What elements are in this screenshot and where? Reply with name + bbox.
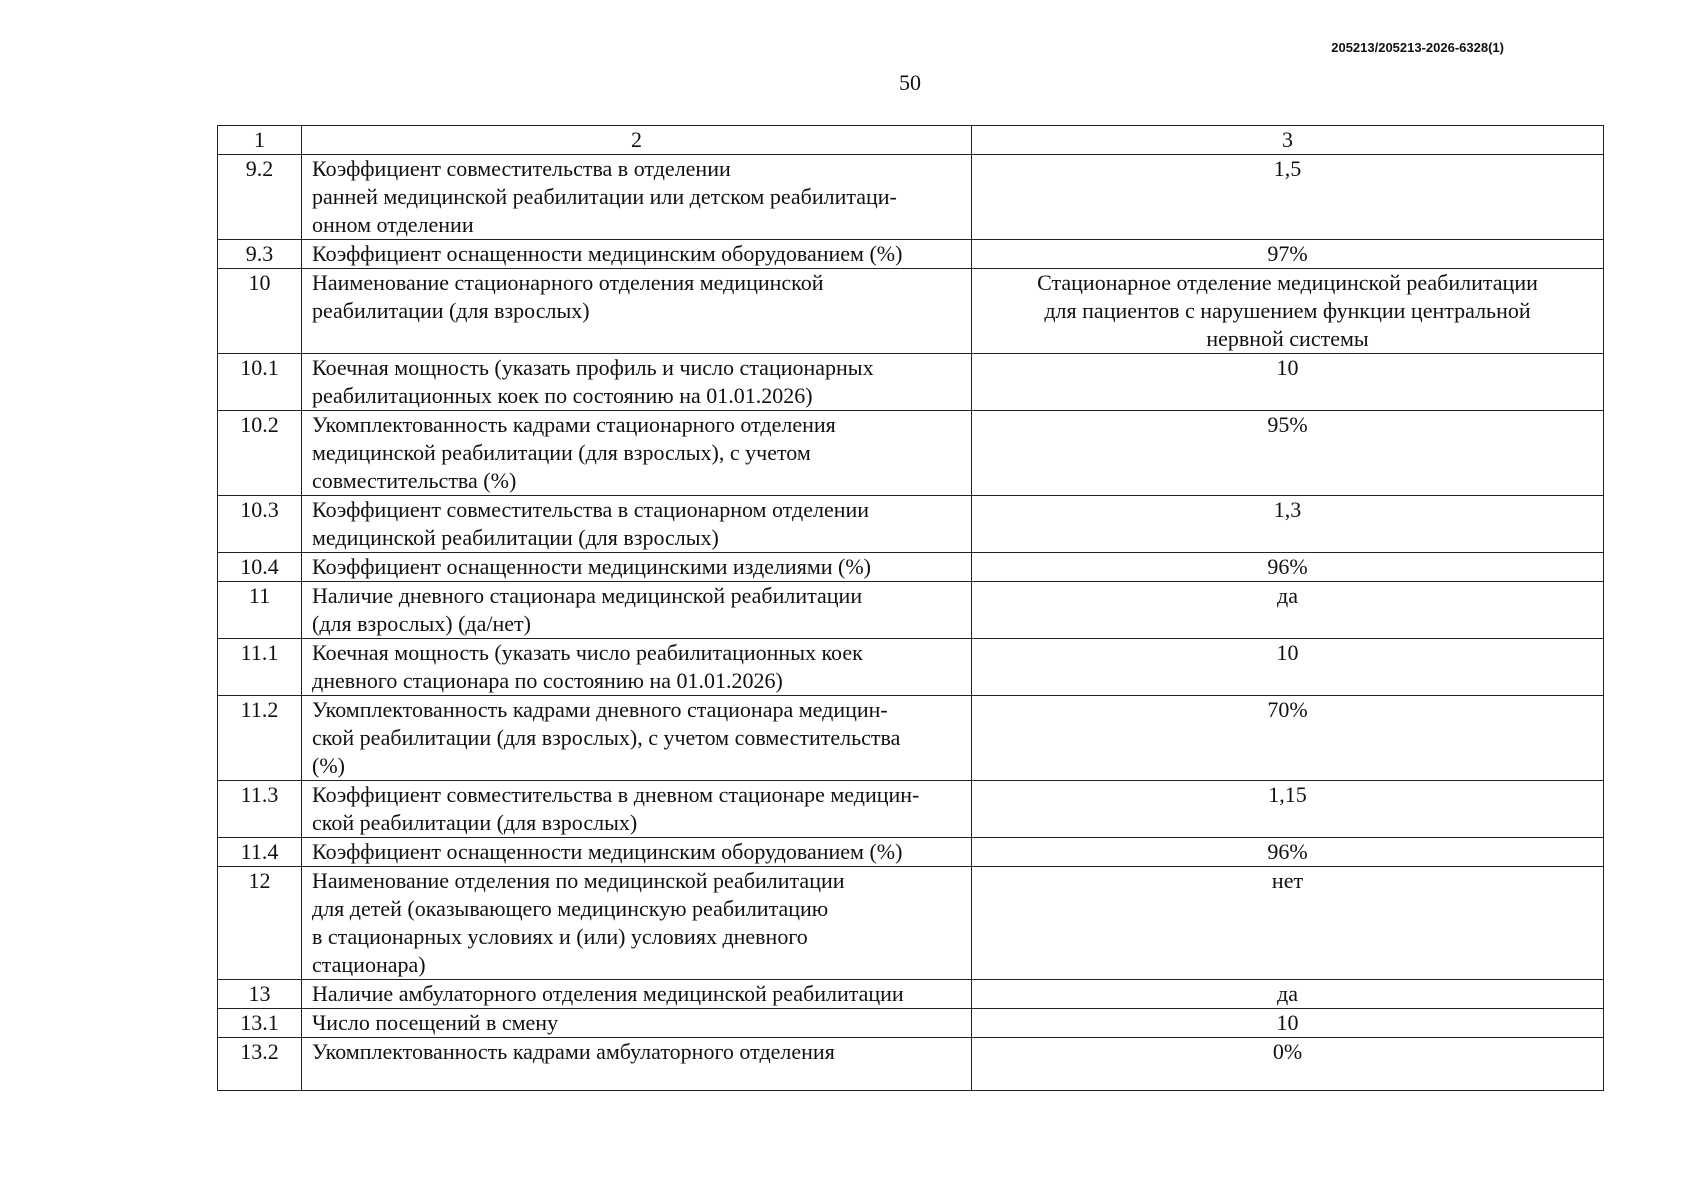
row-label: Коэффициент оснащенности медицинским оборудованием (%) [302,240,972,269]
row-label: Число посещений в смену [302,1009,972,1038]
row-number: 11.4 [218,838,302,867]
row-value: 10 [972,1009,1604,1038]
row-value: да [972,582,1604,639]
row-label: Коэффициент оснащенности медицинскими изделиями (%) [302,553,972,582]
row-number: 13.1 [218,1009,302,1038]
row-label: Наличие дневного стационара медицинской реабилитации (для взрослых) (да/нет) [302,582,972,639]
row-number: 9.2 [218,155,302,240]
row-label: Укомплектованность кадрами стационарного отделения медицинской реабилитации (для взрослых), с учетом совместительства (%) [302,411,972,496]
row-number: 10 [218,269,302,354]
row-value: 1,15 [972,781,1604,838]
row-value: 96% [972,553,1604,582]
table-row [218,582,1604,639]
row-value: Стационарное отделение медицинской реабилитации для пациентов с нарушением функции центральной нервной системы [972,269,1604,354]
row-value: 0% [972,1038,1604,1091]
row-number: 11 [218,582,302,639]
table-row [218,354,1604,411]
row-label: Коэффициент совместительства в стационарном отделении медицинской реабилитации (для взрослых) [302,496,972,553]
table-row [218,867,1604,980]
row-label: Коэффициент оснащенности медицинским оборудованием (%) [302,838,972,867]
table-row [218,838,1604,867]
row-number: 10.1 [218,354,302,411]
row-number: 11.3 [218,781,302,838]
table-row [218,1009,1604,1038]
row-label: Коечная мощность (указать профиль и число стационарных реабилитационных коек по состоянию на 01.01.2026) [302,354,972,411]
row-label: Укомплектованность кадрами дневного стационара медицин- ской реабилитации (для взрослых), с учетом совместительства (%) [302,696,972,781]
header-cell-1: 1 [218,126,302,155]
row-value: 1,5 [972,155,1604,240]
row-label: Коечная мощность (указать число реабилитационных коек дневного стационара по состоянию на 01.01.2026) [302,639,972,696]
row-label: Наименование стационарного отделения медицинской реабилитации (для взрослых) [302,269,972,354]
header-cell-2: 2 [302,126,972,155]
row-label: Коэффициент совместительства в дневном стационаре медицин- ской реабилитации (для взрослых) [302,781,972,838]
row-value: 10 [972,354,1604,411]
row-label: Укомплектованность кадрами амбулаторного отделения [302,1038,972,1091]
row-value: 70% [972,696,1604,781]
table-row [218,553,1604,582]
row-number: 13.2 [218,1038,302,1091]
row-number: 11.1 [218,639,302,696]
row-value: 10 [972,639,1604,696]
table-row [218,696,1604,781]
page-number: 50 [899,70,921,95]
row-value: да [972,980,1604,1009]
table-row [218,980,1604,1009]
row-number: 11.2 [218,696,302,781]
table-row [218,496,1604,553]
row-number: 10.3 [218,496,302,553]
row-number: 13 [218,980,302,1009]
document-id: 205213/205213-2026-6328(1) [1331,40,1504,55]
row-label: Наличие амбулаторного отделения медицинской реабилитации [302,980,972,1009]
row-value: нет [972,867,1604,980]
row-number: 12 [218,867,302,980]
row-value: 1,3 [972,496,1604,553]
data-table [217,125,1604,1091]
table-row [218,240,1604,269]
table-row [218,1038,1604,1091]
row-value: 96% [972,838,1604,867]
row-value: 95% [972,411,1604,496]
table-header-row [218,126,1604,155]
row-value: 97% [972,240,1604,269]
row-number: 10.2 [218,411,302,496]
header-cell-3: 3 [972,126,1604,155]
table-row [218,411,1604,496]
table-row [218,781,1604,838]
row-label: Коэффициент совместительства в отделении ранней медицинской реабилитации или детском реабилитаци- онном отделении [302,155,972,240]
table-row [218,155,1604,240]
row-label: Наименование отделения по медицинской реабилитации для детей (оказывающего медицинскую реабилитацию в стационарных условиях и (или) условиях дневного стационара) [302,867,972,980]
table-row [218,269,1604,354]
row-number: 9.3 [218,240,302,269]
row-number: 10.4 [218,553,302,582]
table-row [218,639,1604,696]
